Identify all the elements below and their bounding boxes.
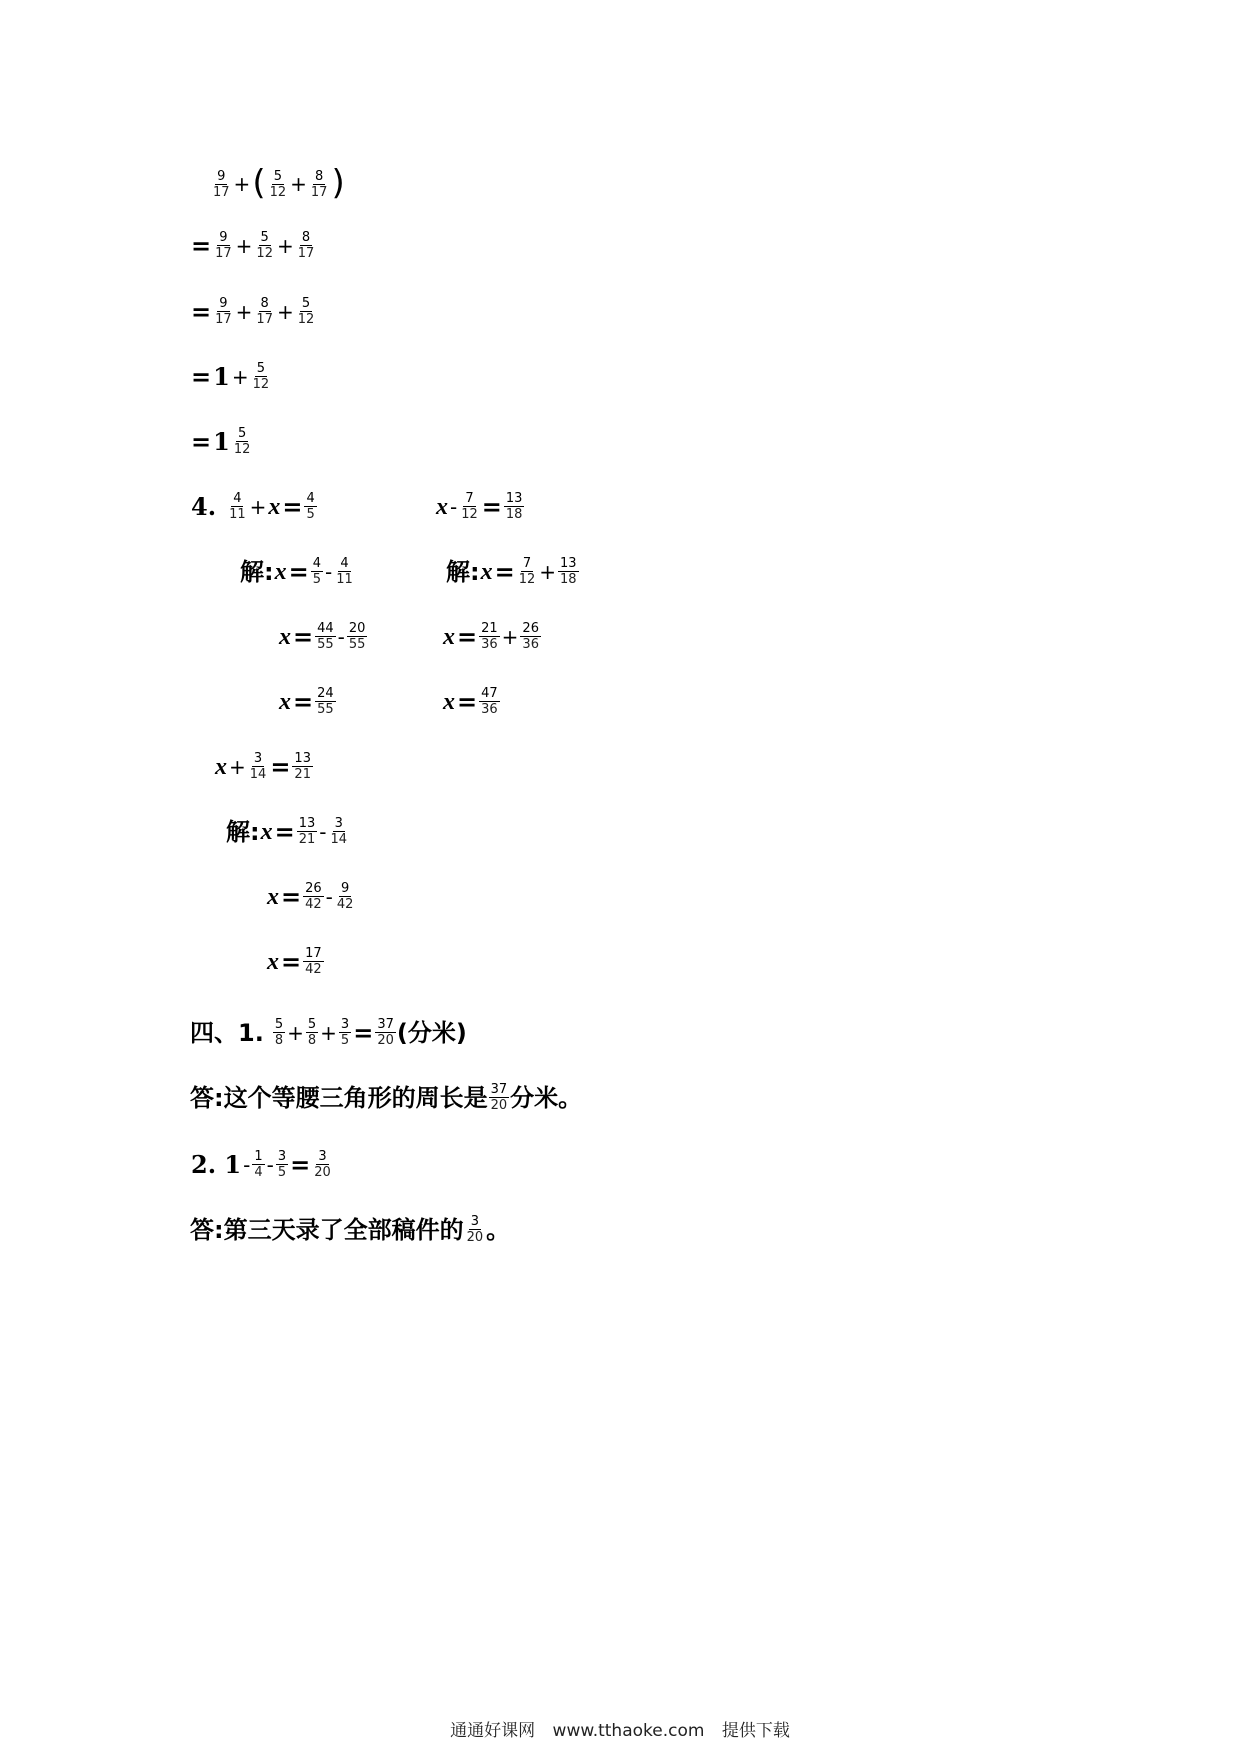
q4-c-step-2: x = $\frac{26}{42}$ - $\frac{9}{42}$	[267, 881, 354, 912]
footer-site-name: 通通好课网	[450, 1721, 536, 1741]
fraction: $\frac{17}{42}$	[305, 946, 322, 977]
fraction: $\frac{3}{20}$	[314, 1149, 331, 1180]
q4-a-step-2: x = $\frac{44}{55}$ - $\frac{20}{55}$	[279, 621, 366, 652]
right-paren: )	[331, 163, 345, 203]
fraction: $\frac{4}{11}$	[229, 491, 246, 522]
section4-problem-1: 四、1. $\frac{5}{8}$ + $\frac{5}{8}$ + $\frac{3}{5}$ = $\frac{37}{20}$ (分米)	[190, 1017, 467, 1048]
fraction: $\frac{21}{36}$	[481, 621, 498, 652]
fraction: $\frac{9}{17}$	[215, 230, 232, 261]
left-paren: (	[252, 163, 266, 203]
q4-a-step-3: x = $\frac{24}{55}$	[279, 686, 334, 717]
footer-url-link[interactable]: www.tthaoke.com	[552, 1721, 705, 1741]
fraction: $\frac{4}{5}$	[306, 491, 315, 522]
fraction: $\frac{8}{17}$	[310, 168, 328, 200]
fraction: $\frac{1}{4}$	[254, 1149, 263, 1180]
fraction: $\frac{37}{20}$	[377, 1017, 394, 1048]
fraction: $\frac{4}{11}$	[336, 556, 353, 587]
fraction: $\frac{5}{12}$	[297, 296, 315, 327]
fraction: $\frac{5}{12}$	[269, 168, 287, 200]
calc-line-1: $\frac{9}{17}$ + ( $\frac{5}{12}$ + $\frac{8}{17}$ )	[213, 163, 345, 203]
fraction: $\frac{8}{17}$	[297, 230, 315, 261]
footer-suffix: 提供下载	[721, 1721, 790, 1741]
page-footer	[0, 1716, 1240, 1741]
fraction: $\frac{5}{12}$	[256, 230, 273, 261]
fraction: $\frac{3}{5}$	[277, 1149, 287, 1180]
section4-answer-2: 答:第三天录了全部稿件的 $\frac{3}{20}$ 。	[190, 1214, 511, 1245]
fraction: $\frac{5}{12}$	[252, 361, 270, 392]
fraction: $\frac{44}{55}$	[317, 621, 334, 652]
q4-eq-b: x - $\frac{7}{12}$ = $\frac{13}{18}$	[436, 491, 523, 522]
fraction: $\frac{9}{42}$	[336, 881, 354, 912]
q4-b-step-1: 解: x = $\frac{7}{12}$ + $\frac{13}{18}$	[446, 556, 577, 587]
section4-answer-1: 答:这个等腰三角形的周长是 $\frac{37}{20}$ 分米。	[190, 1082, 583, 1113]
calc-line-4: = 1 + $\frac{5}{12}$	[191, 361, 270, 392]
fraction: $\frac{37}{20}$	[490, 1082, 508, 1113]
fraction: $\frac{5}{8}$	[307, 1017, 317, 1048]
calc-line-2: = $\frac{9}{17}$ + $\frac{5}{12}$ + $\frac{8}{17}$	[191, 230, 315, 261]
calc-line-5: = 1 $\frac{5}{12}$	[191, 426, 251, 457]
fraction: $\frac{3}{20}$	[466, 1214, 484, 1245]
fraction: $\frac{9}{17}$	[215, 296, 232, 327]
fraction: $\frac{8}{17}$	[256, 296, 273, 327]
fraction: $\frac{26}{42}$	[305, 881, 322, 912]
fraction: $\frac{7}{12}$	[461, 491, 478, 522]
q4-b-step-2: x = $\frac{21}{36}$ + $\frac{26}{36}$	[443, 621, 539, 652]
fraction: $\frac{7}{12}$	[518, 556, 536, 587]
fraction: $\frac{5}{8}$	[274, 1017, 284, 1048]
fraction: $\frac{47}{36}$	[481, 686, 498, 717]
fraction: $\frac{5}{12}$	[233, 426, 251, 457]
fraction: $\frac{3}{14}$	[330, 816, 348, 847]
section4-problem-2: 2. 1 - $\frac{1}{4}$ - $\frac{3}{5}$ = $\frac{3}{20}$	[191, 1149, 331, 1180]
fraction: $\frac{3}{5}$	[340, 1017, 350, 1048]
fraction: $\frac{20}{55}$	[348, 621, 366, 652]
fraction: $\frac{13}{21}$	[298, 816, 316, 847]
fraction: $\frac{9}{17}$	[213, 168, 230, 200]
q4-c-step-3: x = $\frac{17}{42}$	[267, 946, 322, 977]
q4-a-step-1: 解: x = $\frac{4}{5}$ - $\frac{4}{11}$	[240, 556, 353, 587]
fraction: $\frac{3}{14}$	[249, 751, 267, 782]
q4-eq-c: x + $\frac{3}{14}$ = $\frac{13}{21}$	[215, 751, 311, 782]
question-number: 4.	[191, 491, 217, 521]
fraction: $\frac{13}{21}$	[294, 751, 311, 782]
calc-line-3: = $\frac{9}{17}$ + $\frac{8}{17}$ + $\frac{5}{12}$	[191, 296, 315, 327]
fraction: $\frac{4}{5}$	[312, 556, 321, 587]
fraction: $\frac{13}{18}$	[560, 556, 577, 587]
q4-c-step-1: 解: x = $\frac{13}{21}$ - $\frac{3}{14}$	[226, 816, 348, 847]
fraction: $\frac{24}{55}$	[317, 686, 334, 717]
fraction: $\frac{13}{18}$	[505, 491, 523, 522]
q4-eq-a: 4. $\frac{4}{11}$ + x = $\frac{4}{5}$	[191, 491, 315, 522]
fraction: $\frac{26}{36}$	[522, 621, 539, 652]
q4-b-step-3: x = $\frac{47}{36}$	[443, 686, 498, 717]
